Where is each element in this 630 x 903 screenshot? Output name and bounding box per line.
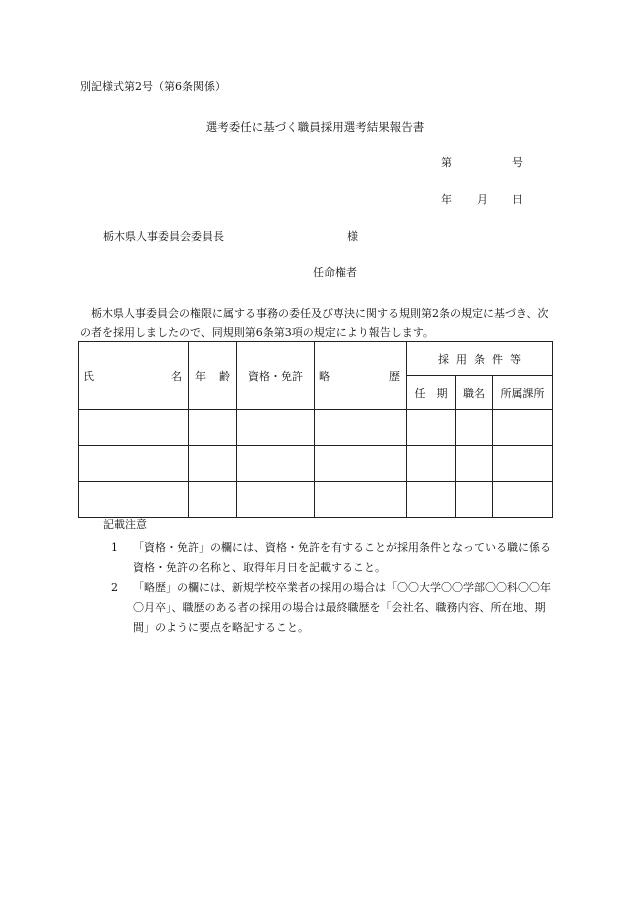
qualification-cell[interactable] — [237, 446, 315, 482]
history-header — [315, 342, 407, 410]
note-item — [111, 538, 557, 578]
name-cell[interactable] — [79, 410, 189, 446]
name-header-b: 名 — [171, 369, 182, 383]
table-row — [79, 482, 553, 518]
report-table — [78, 341, 553, 518]
addressee: 栃木県人事委員会委員長 — [103, 230, 224, 243]
notes-title: 記載注意 — [103, 518, 147, 531]
number-go-label: 号 — [512, 156, 523, 169]
note-number: 2 — [111, 581, 118, 594]
age-header-b: 齢 — [219, 369, 230, 383]
term-header: 任 期 — [407, 376, 456, 410]
history-cell[interactable] — [315, 482, 407, 518]
table-row — [79, 446, 553, 482]
history-header-b: 歴 — [389, 369, 400, 383]
age-cell[interactable] — [189, 482, 237, 518]
department-cell[interactable] — [493, 410, 553, 446]
table-row — [79, 410, 553, 446]
history-cell[interactable] — [315, 410, 407, 446]
qualification-header: 資格・免許 — [237, 342, 315, 410]
date-day-label: 日 — [512, 193, 523, 206]
name-header — [79, 342, 189, 410]
number-dai-label: 第 — [441, 156, 452, 169]
history-cell[interactable] — [315, 446, 407, 482]
body-paragraph: 栃木県人事委員会の権限に属する事務の委任及び専決に関する規則第2条の規定に基づき、次の者を採用しましたので、同規則第6条第3項の規定により報告します。 — [80, 307, 549, 339]
note-number: 1 — [111, 541, 118, 554]
position-cell[interactable] — [456, 482, 493, 518]
date-year-label: 年 — [441, 193, 452, 206]
age-cell[interactable] — [189, 410, 237, 446]
term-cell[interactable] — [407, 410, 456, 446]
name-cell[interactable] — [79, 446, 189, 482]
note-text: 「略歴」の欄には、新規学校卒業者の採用の場合は「〇〇大学〇〇学部〇〇科〇〇年〇月卒」、職歴のある者の採用の場合は最終職歴を「会社名、職務内容、所在地、期間」のように要点を略記すること。 — [133, 581, 551, 634]
department-cell[interactable] — [493, 446, 553, 482]
conditions-header: 採用条件等 — [407, 342, 553, 376]
honorific-sama: 様 — [347, 230, 358, 243]
note-item — [111, 578, 557, 638]
position-cell[interactable] — [456, 410, 493, 446]
age-header — [189, 342, 237, 410]
department-header: 所属課所 — [493, 376, 553, 410]
term-cell[interactable] — [407, 482, 456, 518]
name-cell[interactable] — [79, 482, 189, 518]
age-header-a: 年 — [195, 369, 206, 383]
form-label: 別記様式第2号（第6条関係） — [80, 80, 226, 93]
name-header-a: 氏 — [83, 369, 94, 383]
history-header-a: 略 — [319, 369, 330, 383]
document-title: 選考委任に基づく職員採用選考結果報告書 — [205, 120, 425, 134]
position-header: 職名 — [456, 376, 493, 410]
qualification-cell[interactable] — [237, 410, 315, 446]
note-text: 「資格・免許」の欄には、資格・免許を有することが採用条件となっている職に係る資格・免許の名称と、取得年月日を記載すること。 — [133, 541, 551, 574]
age-cell[interactable] — [189, 446, 237, 482]
qualification-cell[interactable] — [237, 482, 315, 518]
date-month-label: 月 — [477, 193, 488, 206]
department-cell[interactable] — [493, 482, 553, 518]
term-cell[interactable] — [407, 446, 456, 482]
appointer-label: 任命権者 — [313, 266, 357, 279]
position-cell[interactable] — [456, 446, 493, 482]
